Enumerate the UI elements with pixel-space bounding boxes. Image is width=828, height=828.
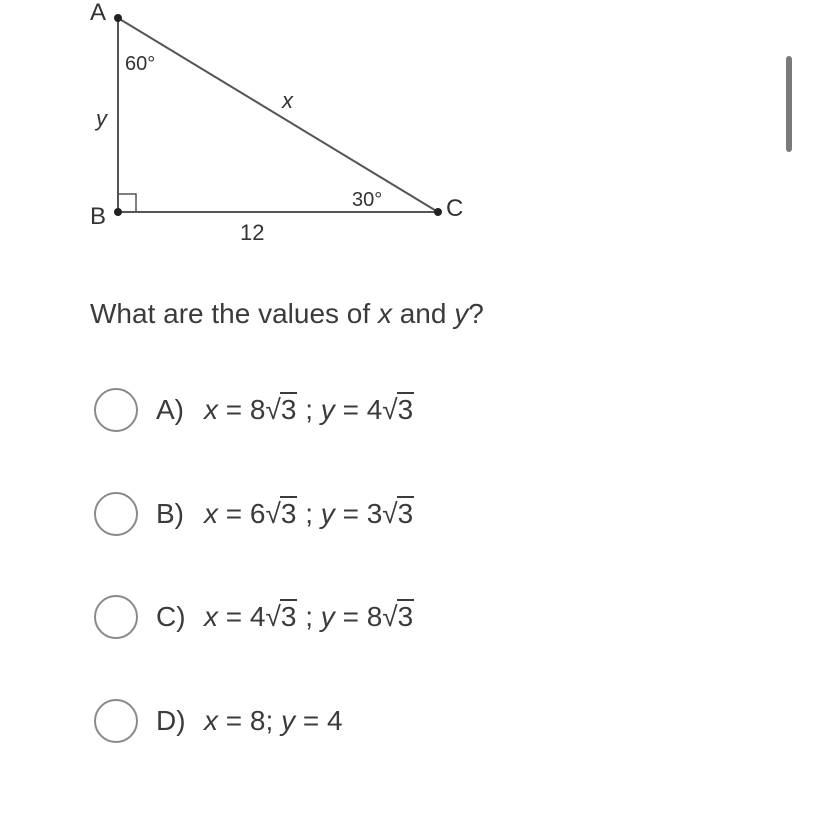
- option-b-radio[interactable]: [94, 492, 138, 536]
- angle-a-label: 60°: [125, 53, 156, 75]
- option-a-answer: x = 8√3 ; y = 4√3: [204, 394, 414, 425]
- option-b-answer: x = 6√3 ; y = 3√3: [204, 498, 414, 529]
- triangle-diagram: [0, 0, 560, 260]
- question-var-y: y: [454, 298, 469, 329]
- vertex-a-label: A: [90, 0, 107, 26]
- side-bc-label: 12: [240, 220, 265, 245]
- option-c-radio[interactable]: [94, 595, 138, 639]
- option-a-radio[interactable]: [94, 388, 138, 432]
- side-ab-label: y: [96, 106, 107, 131]
- question-text: [90, 298, 484, 330]
- option-c-answer: x = 4√3 ; y = 8√3: [204, 601, 414, 632]
- option-d-radio[interactable]: [94, 699, 138, 743]
- question-var-x: x: [377, 298, 392, 329]
- option-d-letter: D): [156, 705, 186, 736]
- option-d[interactable]: [94, 699, 343, 743]
- question-suffix: ?: [468, 298, 484, 329]
- vertex-b-dot: [114, 208, 122, 216]
- option-b-letter: B): [156, 498, 184, 529]
- vertex-c-dot: [434, 208, 442, 216]
- option-a[interactable]: [94, 388, 414, 432]
- option-b[interactable]: [94, 492, 414, 536]
- vertex-a-dot: [114, 14, 122, 22]
- option-d-answer: x = 8; y = 4: [204, 705, 343, 736]
- vertex-c-label: C: [446, 195, 464, 222]
- side-ac-label: x: [282, 88, 293, 113]
- side-ac-line: [118, 18, 438, 212]
- vertex-b-label: B: [90, 203, 107, 230]
- question-and: and: [391, 298, 455, 329]
- option-c-letter: C): [156, 601, 186, 632]
- option-c[interactable]: [94, 595, 414, 639]
- angle-c-label: 30°: [352, 189, 383, 211]
- option-a-letter: A): [156, 394, 184, 425]
- vertical-scrollbar[interactable]: [786, 56, 792, 152]
- question-prefix: What are the values of: [90, 298, 378, 329]
